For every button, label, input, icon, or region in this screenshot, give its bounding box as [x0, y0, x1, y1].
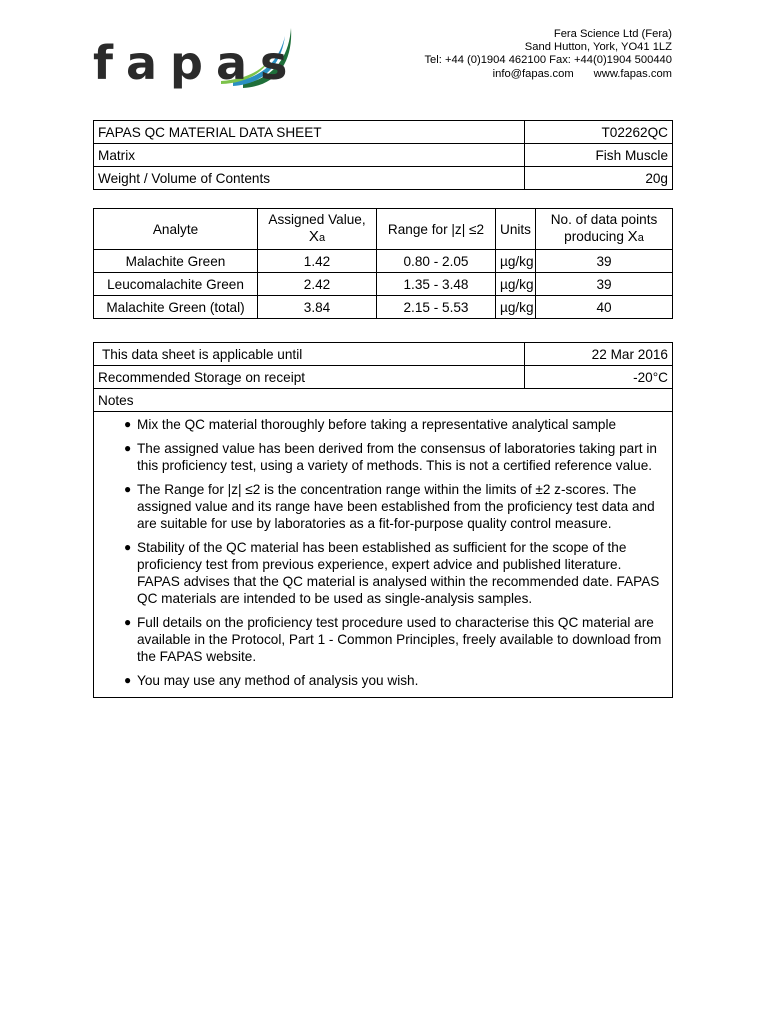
storage-label: Recommended Storage on receipt	[94, 366, 525, 389]
analyte-name: Malachite Green	[94, 250, 258, 273]
table-header-row	[94, 209, 673, 250]
header-data-points: No. of data points producing Xa	[536, 209, 673, 250]
notes-heading: Notes	[94, 389, 673, 412]
website-link[interactable]: www.fapas.com	[593, 67, 672, 80]
list-item: ● The Range for |z| ≤2 is the concentration range within the limits of ±2 z-scores. The assigned value and its range have been established from the proficiency test data and are suitable for use by laboratories as a fit-for-purpose quality control measure.	[124, 482, 655, 531]
applicable-date: 22 Mar 2016	[525, 343, 673, 366]
range-value: 0.80 - 2.05	[377, 250, 496, 273]
table-row	[94, 273, 673, 296]
email-link[interactable]: info@fapas.com	[492, 67, 574, 80]
header-range: Range for |z| ≤2	[377, 209, 496, 250]
data-points-value: 39	[536, 250, 673, 273]
bullet-icon: ●	[124, 417, 132, 431]
bullet-icon: ●	[124, 540, 132, 554]
table-row	[94, 250, 673, 273]
sheet-title: FAPAS QC MATERIAL DATA SHEET	[94, 121, 525, 144]
info-table	[93, 342, 673, 698]
assigned-value: 1.42	[258, 250, 377, 273]
header-assigned-value: Assigned Value, Xa	[258, 209, 377, 250]
weight-value: 20g	[525, 167, 673, 190]
assigned-value: 3.84	[258, 296, 377, 319]
list-item: ● The assigned value has been derived from the consensus of laboratories taking part in this proficiency test, using a variety of methods. This is not a certified reference value.	[124, 441, 657, 473]
applicable-label: This data sheet is applicable until	[94, 343, 525, 366]
table-row	[94, 412, 673, 698]
storage-value: -20°C	[525, 366, 673, 389]
bullet-icon: ●	[124, 482, 132, 496]
header-analyte: Analyte	[94, 209, 258, 250]
table-row	[94, 167, 673, 190]
company-name: Fera Science Ltd (Fera)	[553, 28, 672, 40]
notes-list	[124, 416, 662, 689]
table-row	[94, 389, 673, 412]
range-value: 2.15 - 5.53	[377, 296, 496, 319]
units-value: µg/kg	[496, 296, 536, 319]
header-units: Units	[496, 209, 536, 250]
contact-row	[424, 68, 672, 81]
company-address: Sand Hutton, York, YO41 1LZ	[524, 41, 672, 54]
table-row	[94, 343, 673, 366]
logo-wordmark: fapas	[93, 36, 301, 90]
bullet-icon: ●	[124, 673, 132, 687]
phone-fax: Tel: +44 (0)1904 462100 Fax: +44(0)1904 500440	[424, 54, 672, 67]
analyte-name: Leucomalachite Green	[94, 273, 258, 296]
assigned-value: 2.42	[258, 273, 377, 296]
range-value: 1.35 - 3.48	[377, 273, 496, 296]
list-item: ● Full details on the proficiency test procedure used to characterise this QC material are available in the Protocol, Part 1 - Common Principles, freely available to download from the FAPAS website.	[124, 615, 662, 664]
list-item: ● Mix the QC material thoroughly before taking a representative analytical sample	[124, 417, 617, 432]
matrix-label: Matrix	[94, 144, 525, 167]
table-row	[94, 296, 673, 319]
matrix-value: Fish Muscle	[525, 144, 673, 167]
table-row	[94, 121, 673, 144]
fapas-logo	[93, 26, 303, 94]
units-value: µg/kg	[496, 250, 536, 273]
data-points-value: 40	[536, 296, 673, 319]
list-item: ● Stability of the QC material has been established as sufficient for the scope of the proficiency test from previous experience, expert advice and published literature. FAPAS advises that the QC material is analysed within the recommended date. FAPAS QC materials are intended to be used as single-analysis samples.	[124, 540, 660, 606]
summary-table	[93, 120, 673, 190]
analyte-table	[93, 208, 673, 319]
bullet-icon: ●	[124, 615, 132, 629]
table-row	[94, 366, 673, 389]
sheet-code: T02262QC	[525, 121, 673, 144]
notes-cell	[94, 412, 673, 698]
analyte-name: Malachite Green (total)	[94, 296, 258, 319]
bullet-icon: ●	[124, 441, 132, 455]
units-value: µg/kg	[496, 273, 536, 296]
weight-label: Weight / Volume of Contents	[94, 167, 525, 190]
list-item: ● You may use any method of analysis you wish.	[124, 673, 419, 688]
data-points-value: 39	[536, 273, 673, 296]
address-block	[424, 28, 672, 81]
table-row	[94, 144, 673, 167]
